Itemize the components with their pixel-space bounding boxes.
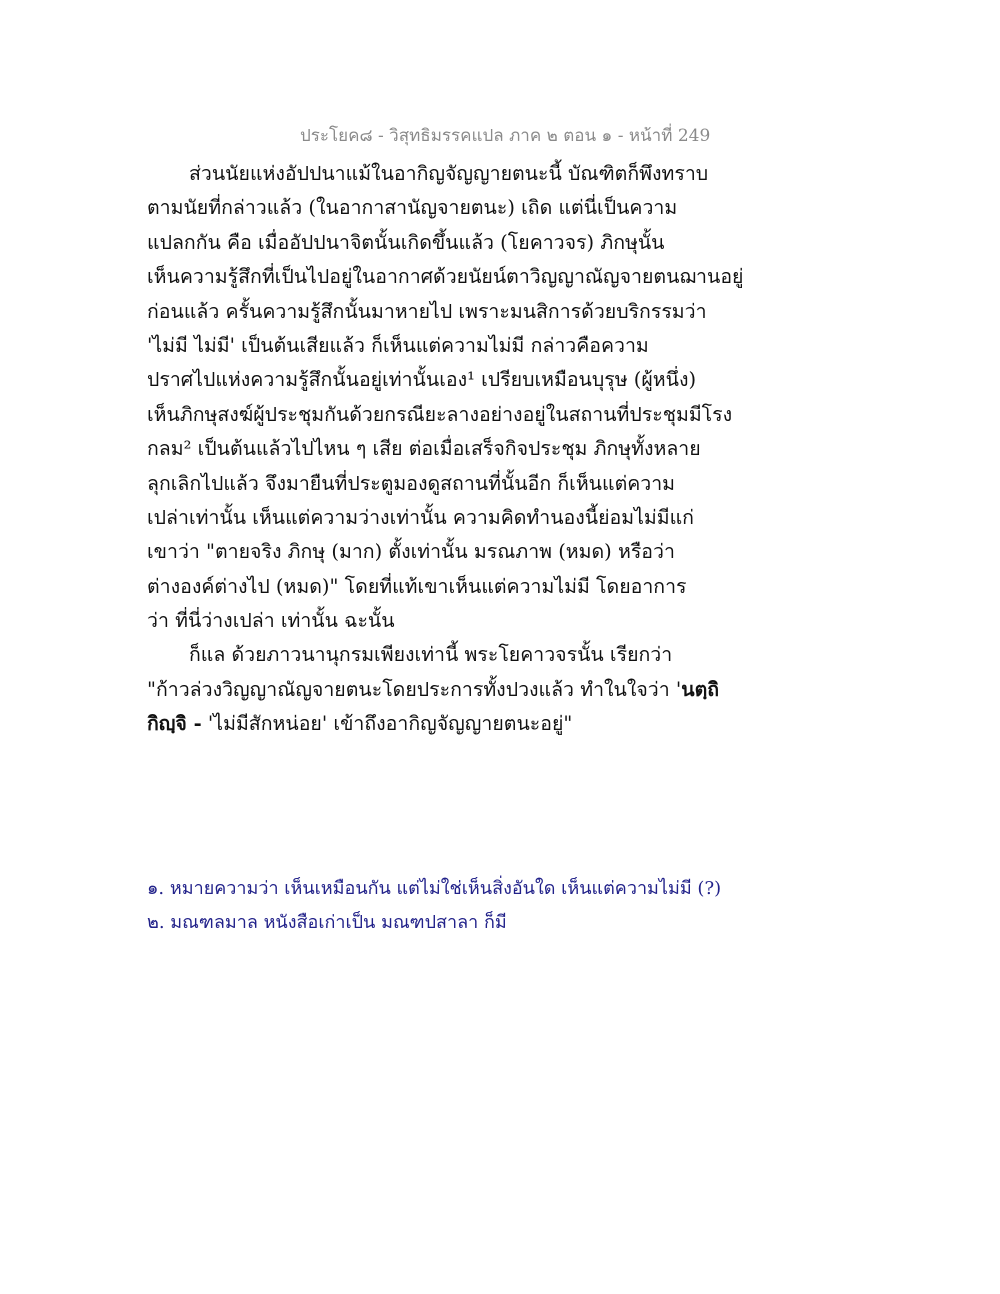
line-plain-text: "ก้าวล่วงวิญญาณัญจายตนะโดยประการทั้งปวงแล้ว ทำในใจว่า ' bbox=[147, 677, 682, 701]
footnote-1: ๑. หมายความว่า เห็นเหมือนกัน แต่ไม่ใช่เห็นสิ่งอันใด เห็นแต่ความไม่มี (?) bbox=[147, 878, 722, 899]
paragraph-line: ส่วนนัยแห่งอัปปนาแม้ในอากิญจัญญายตนะนี้ บัณฑิตก็พึงทราบ bbox=[189, 162, 709, 185]
paragraph-line: ก่อนแล้ว ครั้นความรู้สึกนั้นมาหายไป เพราะมนสิการด้วยบริกรรมว่า bbox=[147, 299, 707, 323]
paragraph-line: เห็นภิกษุสงฆ์ผู้ประชุมกันด้วยกรณียะลางอย่างอยู่ในสถานที่ประชุมมีโรง bbox=[147, 402, 733, 426]
paragraph-line: แปลกกัน คือ เมื่ออัปปนาจิตนั้นเกิดขึ้นแล้ว (โยคาวจร) ภิกษุนั้น bbox=[147, 230, 665, 254]
pali-term-bold: นตฺถิ bbox=[681, 677, 720, 701]
paragraph-line: เขาว่า "ตายจริง ภิกษุ (มาก) ตั้งเท่านั้น มรณภาพ (หมด) หรือว่า bbox=[147, 540, 675, 564]
paragraph-line: เห็นความรู้สึกที่เป็นไปอยู่ในอากาศด้วยนัยน์ตาวิญญาณัญจายตนฌานอยู่ bbox=[147, 265, 744, 289]
paragraph-line: เปล่าเท่านั้น เห็นแต่ความว่างเท่านั้น ความคิดทำนองนี้ย่อมไม่มีแก่ bbox=[147, 505, 694, 529]
paragraph-line: ปราศไปแห่งความรู้สึกนั้นอยู่เท่านั้นเอง¹ เปรียบเหมือนบุรุษ (ผู้หนึ่ง) bbox=[147, 368, 697, 392]
pali-term-bold: กิญฺจิ - bbox=[147, 712, 202, 736]
paragraph-line: ต่างองค์ต่างไป (หมด)" โดยที่แท้เขาเห็นแต่ความไม่มี โดยอาการ bbox=[147, 574, 687, 598]
paragraph-line: ตามนัยที่กล่าวแล้ว (ในอากาสานัญจายตนะ) เถิด แต่นี่เป็นความ bbox=[147, 196, 678, 220]
footnote-2: ๒. มณฑลมาล หนังสือเก่าเป็น มณฑปสาลา ก็มี bbox=[147, 912, 507, 933]
line-plain-text: 'ไม่มีสักหน่อย' เข้าถึงอากิญจัญญายตนะอยู่" bbox=[201, 712, 573, 736]
footnotes bbox=[147, 872, 747, 940]
paragraph-line bbox=[147, 673, 727, 707]
page-header: ประโยค๘ - วิสุทธิมรรคแปล ภาค ๒ ตอน ๑ - หน้าที่ 249 bbox=[300, 126, 711, 146]
body-text bbox=[147, 157, 744, 742]
paragraph-line: ว่า ที่นี่ว่างเปล่า เท่านั้น ฉะนั้น bbox=[147, 609, 395, 633]
paragraph-line bbox=[147, 707, 727, 741]
paragraph-line: 'ไม่มี ไม่มี' เป็นต้นเสียแล้ว ก็เห็นแต่ความไม่มี กล่าวคือความ bbox=[147, 333, 649, 357]
paragraph-line: กลม² เป็นต้นแล้วไปไหน ๆ เสีย ต่อเมื่อเสร็จกิจประชุม ภิกษุทั้งหลาย bbox=[147, 437, 701, 461]
paragraph-line: ก็แล ด้วยภาวนานุกรมเพียงเท่านี้ พระโยคาวจรนั้น เรียกว่า bbox=[189, 643, 673, 667]
paragraph-line: ลุกเลิกไปแล้ว จึงมายืนที่ประตูมองดูสถานที่นั้นอีก ก็เห็นแต่ความ bbox=[147, 471, 676, 495]
